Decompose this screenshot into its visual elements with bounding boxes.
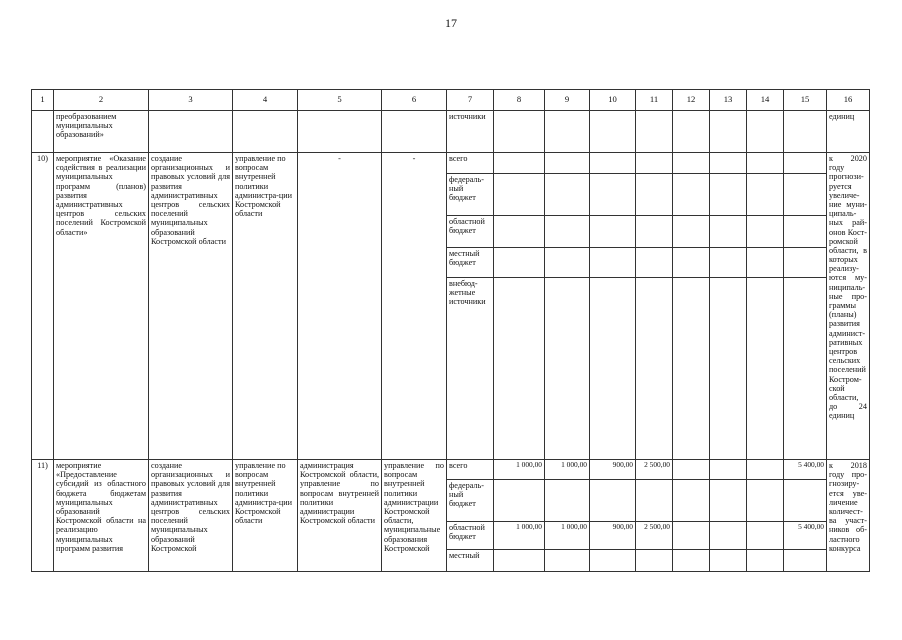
value-cell: 1 000,00	[545, 460, 590, 480]
header-cell: 3	[149, 90, 233, 111]
value-cell: 5 400,00	[784, 460, 827, 480]
page-number: 17	[445, 16, 457, 30]
value-cell: 900,00	[590, 460, 636, 480]
row-number: 11)	[32, 460, 54, 572]
source-cell: всего	[447, 153, 494, 174]
header-row	[32, 90, 870, 111]
source-cell: всего	[447, 460, 494, 480]
value-cell: 5 400,00	[784, 522, 827, 550]
value-cell: 2 500,00	[636, 460, 673, 480]
program-activities-table	[31, 89, 870, 572]
header-cell: 9	[545, 90, 590, 111]
header-cell: 2	[54, 90, 149, 111]
header-cell: 16	[827, 90, 870, 111]
participant-cell: -	[382, 153, 447, 460]
header-cell: 6	[382, 90, 447, 111]
measure-name-cell: преобразованием муниципальных образований»	[54, 111, 149, 153]
header-cell: 12	[673, 90, 710, 111]
header-cell: 7	[447, 90, 494, 111]
header-cell: 5	[298, 90, 382, 111]
result-cell: к 2018 году про-гнозиру-ется уве-личение количест-ва участ-ников об-ластного конкурса	[827, 460, 870, 572]
value-cell	[673, 460, 710, 480]
value-cell: 1 000,00	[494, 460, 545, 480]
header-cell: 8	[494, 90, 545, 111]
source-cell: федераль-ный бюджет	[447, 174, 494, 216]
source-cell: источники	[447, 111, 494, 153]
value-cell: 900,00	[590, 522, 636, 550]
header-cell: 14	[747, 90, 784, 111]
value-cell	[747, 522, 784, 550]
header-cell: 11	[636, 90, 673, 111]
executor-cell: управление по вопросам внутренней политики администра-ции Костромской области	[233, 460, 298, 572]
table-row	[32, 153, 870, 174]
measure-name-cell: мероприятие «Оказание содействия в реализации муниципальных программ (планов) развития административных центров сельских поселений Костромской области»	[54, 153, 149, 460]
value-cell: 1 000,00	[494, 522, 545, 550]
coexecutor-cell: администрация Костромской области, управление по вопросам внутренней политики администрации Костромской области	[298, 460, 382, 572]
value-cell	[710, 460, 747, 480]
value-cell: 1 000,00	[545, 522, 590, 550]
coexecutor-cell: -	[298, 153, 382, 460]
result-cell: единиц	[827, 111, 870, 153]
source-cell: областной бюджет	[447, 216, 494, 248]
source-cell: внебюд-жетные источники	[447, 278, 494, 460]
header-cell: 1	[32, 90, 54, 111]
header-cell: 13	[710, 90, 747, 111]
value-cell	[710, 522, 747, 550]
result-cell: к 2020 году прогнози-руется увеличе-ние муни-ципаль-ных рай-онов Кост-ромской области, в которых реализу-ются му-ниципаль-ные про-граммы (планы) развития админист-ративных центров сельских поселений Костром-ской области, до 24 единиц	[827, 153, 870, 460]
goal-cell: создание организационных и правовых условий для развития административных центров сельских поселений муниципальных образований Костромской	[149, 460, 233, 572]
source-cell: областной бюджет	[447, 522, 494, 550]
source-cell: местный бюджет	[447, 248, 494, 278]
header-cell: 4	[233, 90, 298, 111]
table-row	[32, 111, 870, 153]
value-cell	[747, 460, 784, 480]
table-row	[32, 460, 870, 480]
measure-name-cell: мероприятие «Предоставление субсидий из областного бюджета бюджетам муниципальных образований Костромской области на реализацию муниципальных программ развития	[54, 460, 149, 572]
source-cell: федераль-ный бюджет	[447, 480, 494, 522]
header-cell: 10	[590, 90, 636, 111]
value-cell	[673, 522, 710, 550]
source-cell: местный	[447, 550, 494, 572]
executor-cell: управление по вопросам внутренней политики администра-ции Костромской области	[233, 153, 298, 460]
goal-cell: создание организационных и правовых условий для развития административных центров сельских поселений муниципальных образований Костромской области	[149, 153, 233, 460]
row-number: 10)	[32, 153, 54, 460]
header-cell: 15	[784, 90, 827, 111]
participant-cell: управление по вопросам внутренней политики администрации Костромской области, муниципальные образования Костромской	[382, 460, 447, 572]
value-cell: 2 500,00	[636, 522, 673, 550]
